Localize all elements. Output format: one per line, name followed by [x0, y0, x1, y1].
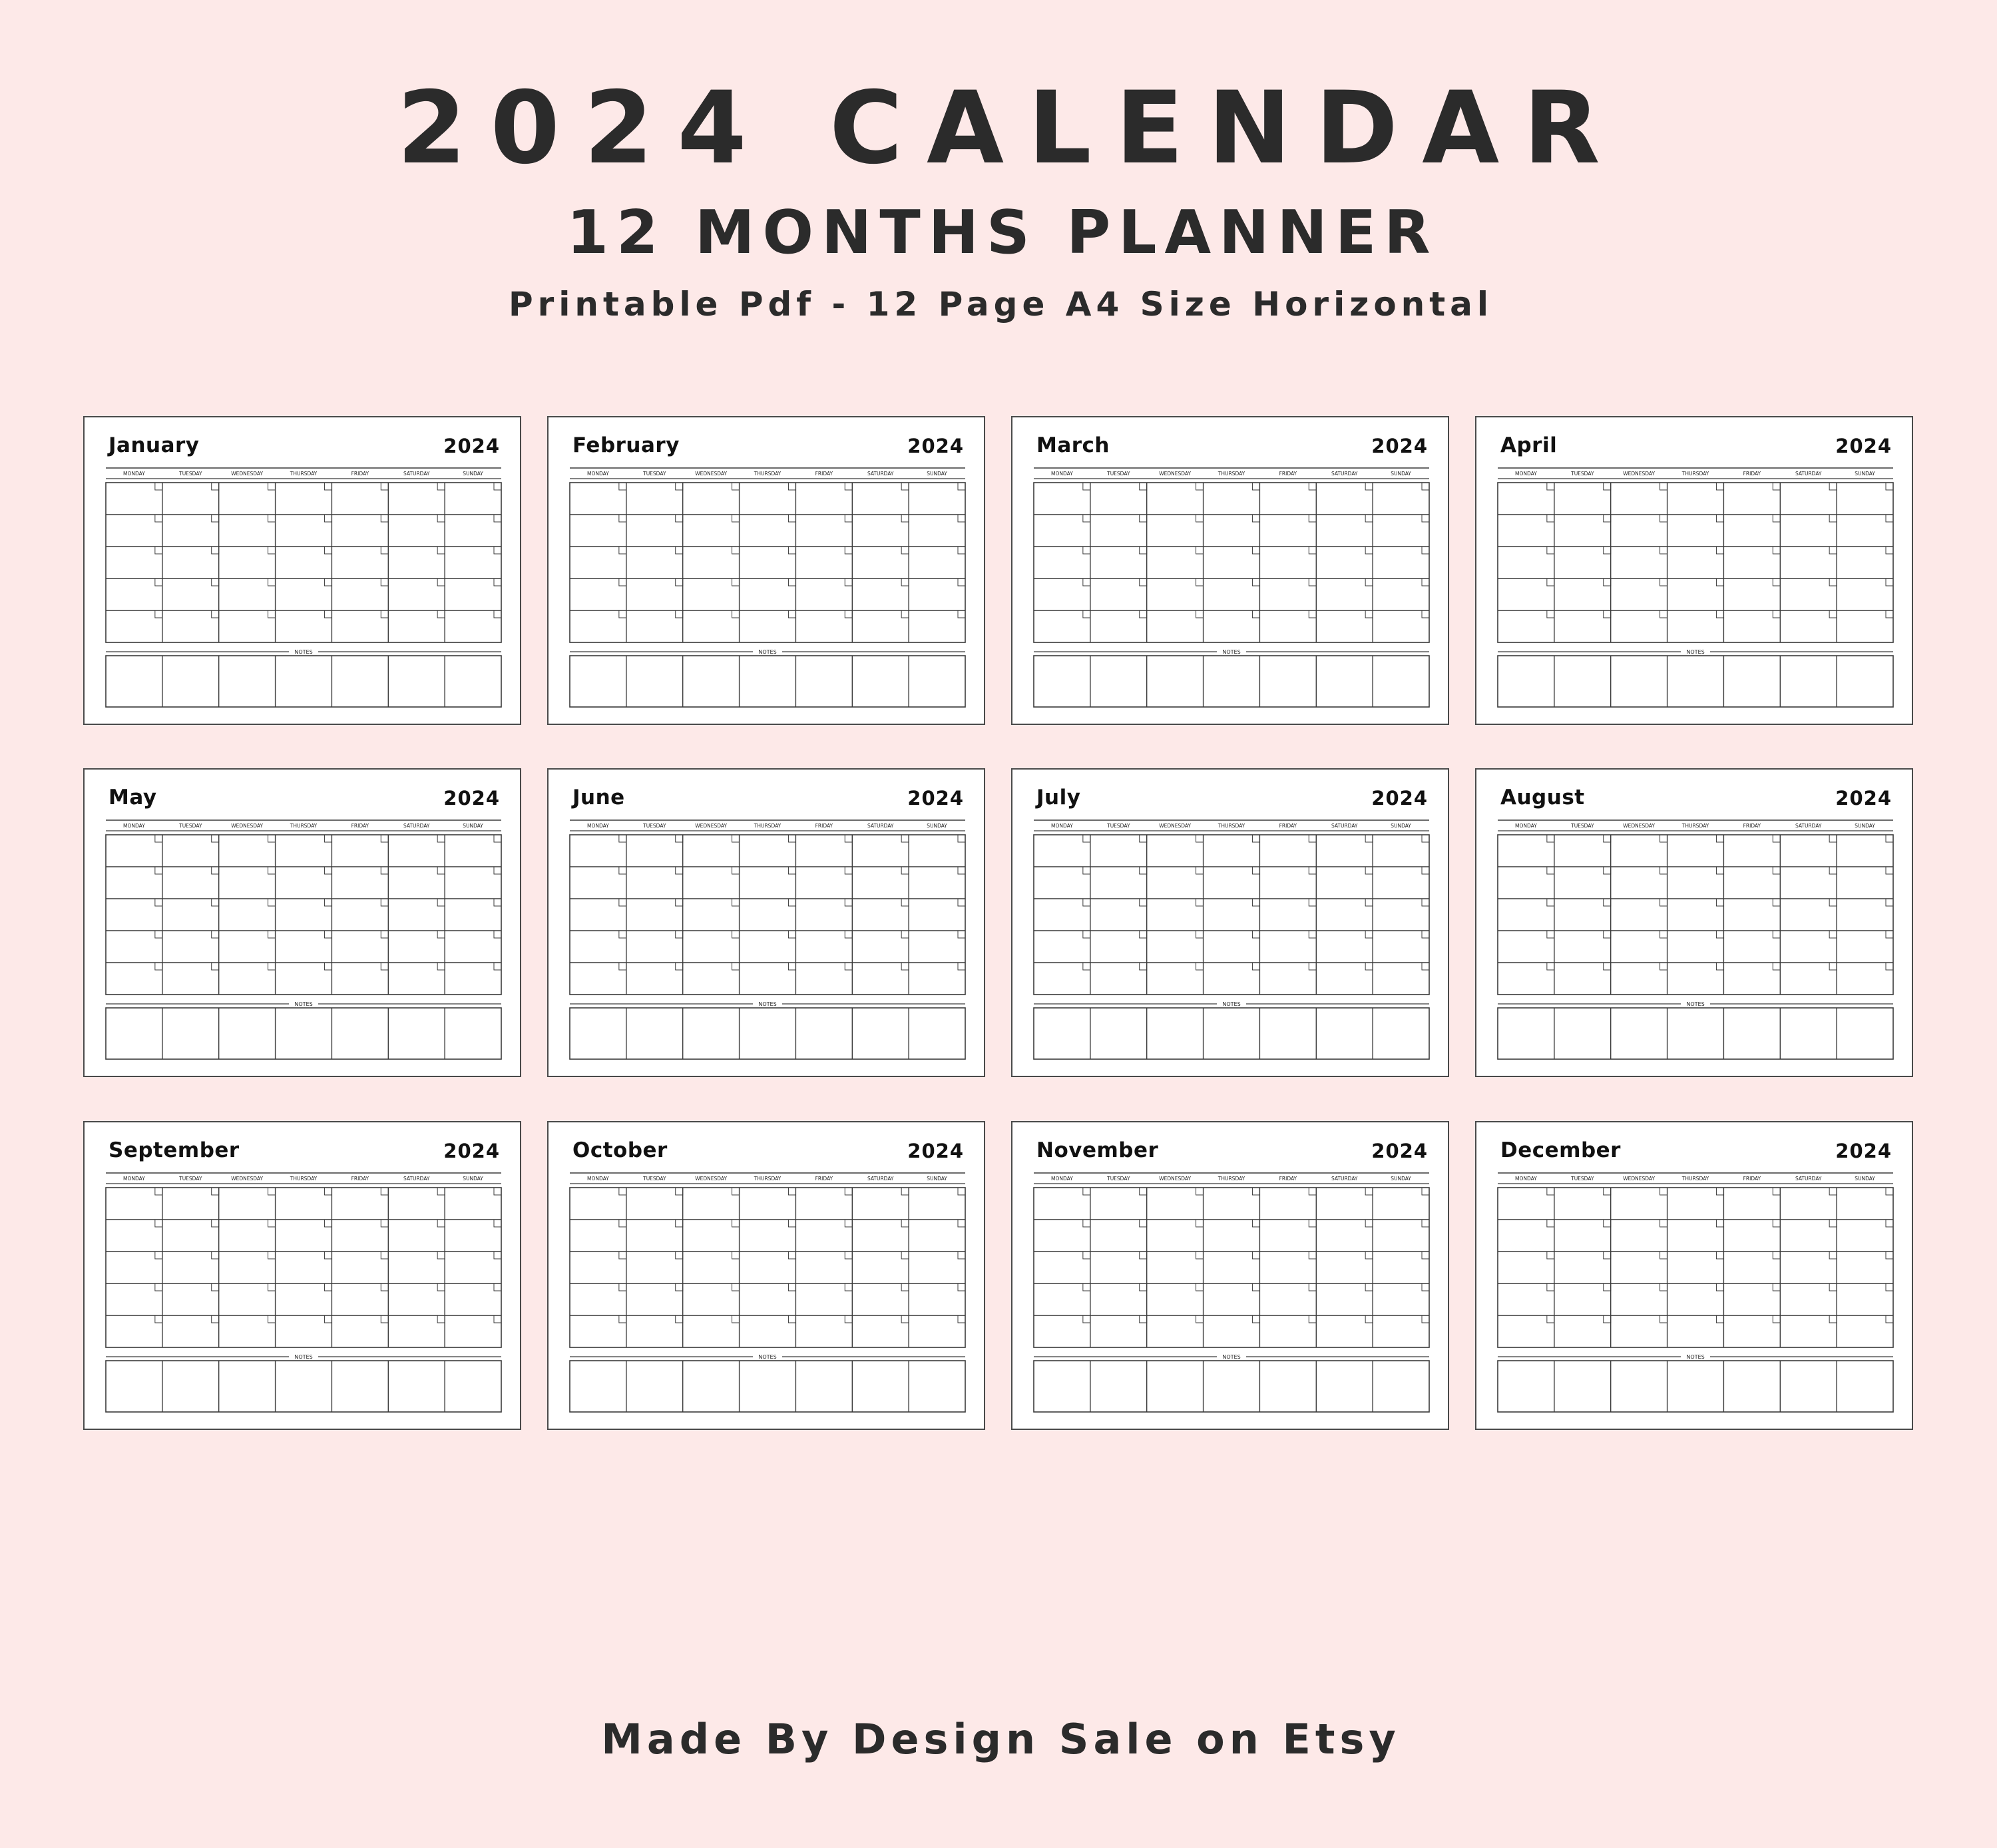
weekday-label: SUNDAY [463, 1176, 483, 1182]
weekday-label: FRIDAY [815, 823, 833, 829]
weekday-label: TUESDAY [1107, 823, 1130, 829]
weekday-label: WEDNESDAY [1159, 1176, 1192, 1182]
month-name: April [1500, 433, 1558, 457]
weekday-label: MONDAY [1051, 471, 1073, 477]
weekday-label: FRIDAY [1279, 1176, 1297, 1182]
weekday-label: TUESDAY [1107, 1176, 1130, 1182]
month-name: September [109, 1138, 240, 1162]
month-grid [549, 1122, 987, 1431]
page-tagline: Printable Pdf - 12 Page A4 Size Horizontal [508, 285, 1494, 324]
notes-label: NOTES [1686, 1354, 1705, 1360]
weekday-label: FRIDAY [351, 1176, 369, 1182]
month-grid [1476, 417, 1914, 726]
weekday-label: FRIDAY [815, 471, 833, 477]
month-name: March [1036, 433, 1110, 457]
weekday-label: SATURDAY [1331, 823, 1358, 829]
notes-label: NOTES [758, 649, 777, 655]
month-grid [1476, 1122, 1914, 1431]
weekday-label: THURSDAY [1681, 471, 1709, 477]
weekday-label: WEDNESDAY [1623, 823, 1656, 829]
month-year: 2024 [907, 1140, 964, 1162]
weekday-label: WEDNESDAY [1623, 471, 1656, 477]
month-grid [85, 1122, 523, 1431]
month-grid [1012, 770, 1450, 1078]
month-year: 2024 [907, 435, 964, 457]
month-card-october [547, 1121, 985, 1430]
weekday-label: TUESDAY [179, 823, 202, 829]
month-year: 2024 [1371, 1140, 1428, 1162]
weekday-label: WEDNESDAY [231, 1176, 264, 1182]
notes-label: NOTES [294, 1354, 313, 1360]
weekday-label: SUNDAY [1855, 1176, 1875, 1182]
notes-label: NOTES [1686, 1001, 1705, 1007]
weekday-label: FRIDAY [1279, 823, 1297, 829]
month-card-september [83, 1121, 521, 1430]
weekday-label: TUESDAY [643, 823, 666, 829]
weekday-label: MONDAY [123, 823, 145, 829]
page-title: 2024 CALENDAR [397, 71, 1624, 186]
month-year: 2024 [1835, 1140, 1892, 1162]
month-grid [1012, 417, 1450, 726]
weekday-label: SUNDAY [927, 471, 947, 477]
weekday-label: WEDNESDAY [1159, 823, 1192, 829]
weekday-label: TUESDAY [179, 1176, 202, 1182]
month-card-november [1011, 1121, 1449, 1430]
notes-label: NOTES [1686, 649, 1705, 655]
month-year: 2024 [1371, 787, 1428, 809]
weekday-label: WEDNESDAY [231, 471, 264, 477]
weekday-label: SUNDAY [463, 823, 483, 829]
month-year: 2024 [1371, 435, 1428, 457]
weekday-label: THURSDAY [754, 823, 781, 829]
weekday-label: WEDNESDAY [695, 471, 728, 477]
month-name: June [572, 786, 625, 809]
weekday-label: FRIDAY [1743, 823, 1761, 829]
month-name: July [1036, 786, 1081, 809]
weekday-label: SUNDAY [1855, 471, 1875, 477]
weekday-label: TUESDAY [1571, 471, 1594, 477]
month-card-may [83, 768, 521, 1077]
month-name: October [572, 1138, 668, 1162]
notes-label: NOTES [294, 1001, 313, 1007]
weekday-label: MONDAY [587, 823, 609, 829]
weekday-label: TUESDAY [1107, 471, 1130, 477]
weekday-label: THURSDAY [290, 1176, 318, 1182]
weekday-label: FRIDAY [1743, 471, 1761, 477]
weekday-label: FRIDAY [1743, 1176, 1761, 1182]
weekday-label: SUNDAY [463, 471, 483, 477]
notes-label: NOTES [1222, 649, 1241, 655]
weekday-label: SUNDAY [1855, 823, 1875, 829]
weekday-label: WEDNESDAY [695, 1176, 728, 1182]
month-card-january [83, 416, 521, 725]
weekday-label: MONDAY [1515, 471, 1537, 477]
month-year: 2024 [443, 787, 500, 809]
page-subtitle: 12 MONTHS PLANNER [566, 198, 1439, 268]
weekday-label: THURSDAY [1218, 471, 1245, 477]
weekday-label: THURSDAY [290, 823, 318, 829]
month-card-june [547, 768, 985, 1077]
month-card-february [547, 416, 985, 725]
weekday-label: SATURDAY [867, 471, 894, 477]
month-year: 2024 [1835, 787, 1892, 809]
month-grid [1476, 770, 1914, 1078]
month-name: February [572, 433, 680, 457]
weekday-label: SATURDAY [1331, 1176, 1358, 1182]
month-card-july [1011, 768, 1449, 1077]
month-year: 2024 [443, 435, 500, 457]
month-card-december [1475, 1121, 1913, 1430]
weekday-label: THURSDAY [1218, 823, 1245, 829]
weekday-label: SATURDAY [1795, 471, 1822, 477]
weekday-label: MONDAY [1051, 823, 1073, 829]
notes-label: NOTES [1222, 1354, 1241, 1360]
weekday-label: MONDAY [123, 1176, 145, 1182]
weekday-label: MONDAY [587, 471, 609, 477]
weekday-label: SUNDAY [927, 1176, 947, 1182]
month-name: January [109, 433, 200, 457]
weekday-label: SATURDAY [867, 823, 894, 829]
notes-label: NOTES [758, 1354, 777, 1360]
weekday-label: SATURDAY [403, 1176, 430, 1182]
weekday-label: WEDNESDAY [695, 823, 728, 829]
weekday-label: TUESDAY [1571, 1176, 1594, 1182]
month-name: May [109, 786, 157, 809]
month-card-april [1475, 416, 1913, 725]
notes-label: NOTES [294, 649, 313, 655]
weekday-label: THURSDAY [1681, 1176, 1709, 1182]
weekday-label: FRIDAY [351, 823, 369, 829]
weekday-label: MONDAY [1515, 823, 1537, 829]
month-grid [549, 417, 987, 726]
weekday-label: SUNDAY [927, 823, 947, 829]
weekday-label: WEDNESDAY [1623, 1176, 1656, 1182]
weekday-label: FRIDAY [815, 1176, 833, 1182]
month-year: 2024 [907, 787, 964, 809]
weekday-label: TUESDAY [1571, 823, 1594, 829]
month-year: 2024 [1835, 435, 1892, 457]
weekday-label: SATURDAY [867, 1176, 894, 1182]
month-name: August [1500, 786, 1585, 809]
weekday-label: THURSDAY [1218, 1176, 1245, 1182]
weekday-label: SATURDAY [1331, 471, 1358, 477]
weekday-label: TUESDAY [643, 1176, 666, 1182]
footer-credit: Made By Design Sale on Etsy [601, 1715, 1401, 1763]
weekday-label: SUNDAY [1391, 823, 1411, 829]
weekday-label: FRIDAY [351, 471, 369, 477]
weekday-label: THURSDAY [290, 471, 318, 477]
weekday-label: SUNDAY [1391, 1176, 1411, 1182]
notes-label: NOTES [1222, 1001, 1241, 1007]
weekday-label: SATURDAY [1795, 823, 1822, 829]
weekday-label: WEDNESDAY [231, 823, 264, 829]
weekday-label: MONDAY [1515, 1176, 1537, 1182]
month-card-august [1475, 768, 1913, 1077]
month-grid [549, 770, 987, 1078]
notes-label: NOTES [758, 1001, 777, 1007]
weekday-label: TUESDAY [179, 471, 202, 477]
weekday-label: SUNDAY [1391, 471, 1411, 477]
month-name: December [1500, 1138, 1621, 1162]
weekday-label: THURSDAY [1681, 823, 1709, 829]
month-grid [85, 417, 523, 726]
weekday-label: THURSDAY [754, 1176, 781, 1182]
weekday-label: SATURDAY [1795, 1176, 1822, 1182]
weekday-label: MONDAY [1051, 1176, 1073, 1182]
weekday-label: FRIDAY [1279, 471, 1297, 477]
month-grid [85, 770, 523, 1078]
weekday-label: WEDNESDAY [1159, 471, 1192, 477]
weekday-label: TUESDAY [643, 471, 666, 477]
month-year: 2024 [443, 1140, 500, 1162]
month-card-march [1011, 416, 1449, 725]
month-name: November [1036, 1138, 1159, 1162]
weekday-label: MONDAY [587, 1176, 609, 1182]
weekday-label: MONDAY [123, 471, 145, 477]
month-grid [1012, 1122, 1450, 1431]
weekday-label: SATURDAY [403, 471, 430, 477]
weekday-label: THURSDAY [754, 471, 781, 477]
weekday-label: SATURDAY [403, 823, 430, 829]
